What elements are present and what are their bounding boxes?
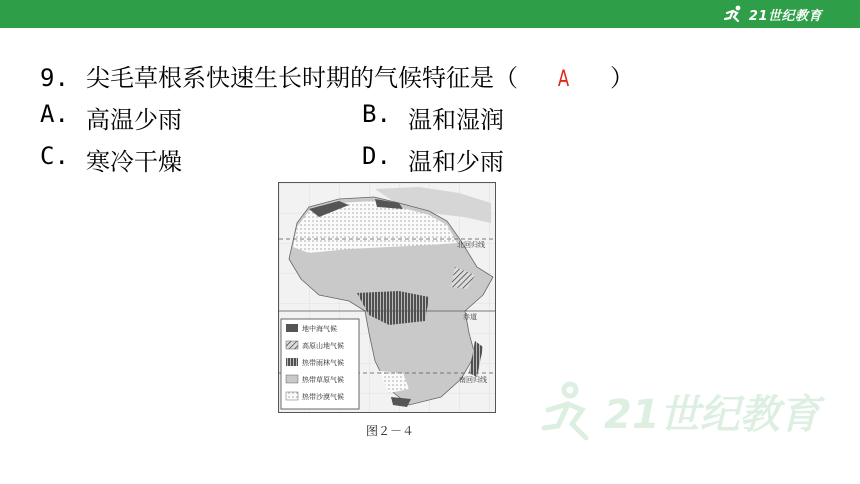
legend-swatch-mediterranean	[286, 324, 298, 332]
option-letter: C.	[40, 142, 69, 170]
option-letter: A.	[40, 100, 69, 128]
option-b	[362, 100, 684, 135]
legend-swatch-rainforest	[286, 358, 298, 366]
option-row	[40, 100, 820, 142]
option-d	[362, 142, 684, 177]
brand-name: 21世纪教育	[748, 8, 822, 24]
answer-text: A	[558, 67, 570, 92]
question-block	[40, 58, 820, 184]
figure-caption: 图２－４	[366, 424, 415, 438]
legend-label: 高原山地气候	[302, 342, 344, 350]
legend-label: 热带草原气候	[302, 376, 344, 384]
answer-slot	[518, 64, 610, 92]
option-a	[40, 100, 362, 135]
legend-swatch-desert	[286, 392, 298, 400]
option-text: 寒冷干燥	[86, 148, 182, 176]
watermark-text: 21世纪教育	[604, 392, 820, 438]
option-text: 高温少雨	[86, 106, 182, 134]
question-number: 9.	[40, 64, 69, 92]
option-letter: D.	[362, 142, 391, 170]
legend-swatch-highland	[286, 341, 298, 349]
option-text: 温和湿润	[408, 106, 504, 134]
option-text: 温和少雨	[408, 148, 504, 176]
tropic-north-label: 北回归线	[457, 241, 485, 249]
watermark-logo	[540, 376, 840, 456]
question-stem-line	[40, 58, 820, 100]
brand-logo	[723, 3, 822, 25]
close-paren: ）	[610, 64, 634, 92]
equator-label: 赤道	[463, 313, 477, 321]
map-legend	[281, 319, 359, 409]
legend-label: 地中海气候	[302, 325, 337, 333]
africa-climate-map	[278, 182, 496, 413]
header-bar	[0, 0, 860, 28]
option-c	[40, 142, 362, 177]
legend-label: 热带沙漠气候	[302, 393, 344, 401]
option-row	[40, 142, 820, 184]
option-letter: B.	[362, 100, 391, 128]
question-stem: 尖毛草根系快速生长时期的气候特征是（	[86, 64, 518, 92]
legend-label: 热带雨林气候	[302, 359, 344, 367]
tropic-south-label: 南回归线	[459, 376, 487, 384]
legend-swatch-savanna	[286, 375, 298, 383]
runner-icon	[723, 4, 745, 24]
